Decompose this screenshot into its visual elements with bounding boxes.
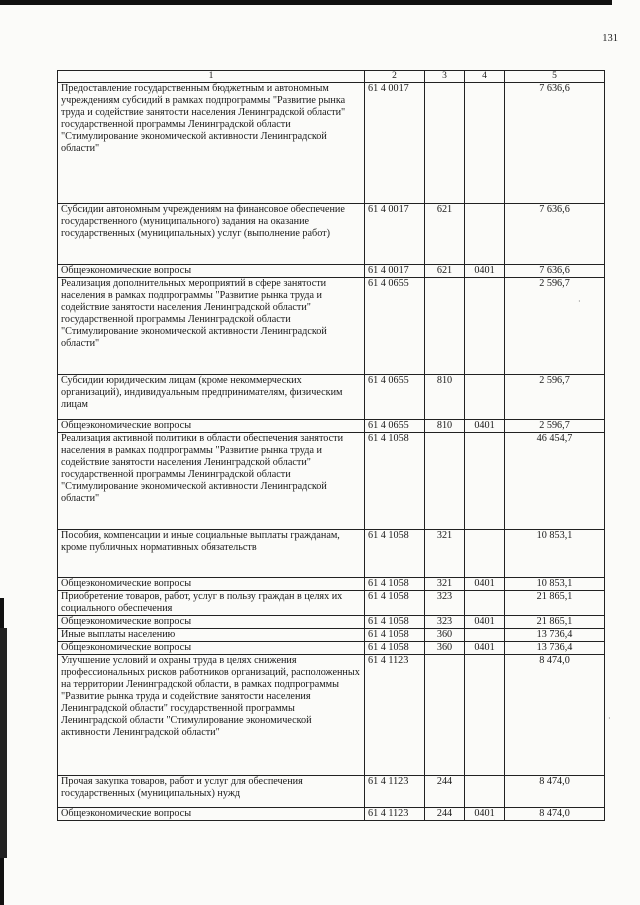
row-vr: 621	[425, 265, 465, 278]
row-rz	[465, 591, 505, 616]
row-csr: 61 4 1058	[365, 616, 425, 629]
row-name: Общеэкономические вопросы	[58, 642, 365, 655]
table-row	[58, 655, 605, 776]
scan-edge-top	[0, 0, 612, 5]
row-rz: 0401	[465, 265, 505, 278]
row-csr: 61 4 1123	[365, 808, 425, 821]
row-vr	[425, 433, 465, 530]
table-row	[58, 616, 605, 629]
table-row	[58, 278, 605, 375]
row-rz	[465, 629, 505, 642]
page-number: 131	[602, 33, 618, 44]
row-csr: 61 4 1058	[365, 629, 425, 642]
row-name: Реализация активной политики в области обеспечения занятости населения в рамках подпрограммы "Развитие рынка труда и содействие занятости населения Ленинградской области" государственной программы Ленинградской области "Стимулирование экономической активности Ленинградской области"	[58, 433, 365, 530]
row-rz	[465, 776, 505, 808]
row-csr: 61 4 0655	[365, 420, 425, 433]
row-sum: 8 474,0	[505, 776, 605, 808]
row-csr: 61 4 1123	[365, 776, 425, 808]
row-vr: 621	[425, 204, 465, 265]
row-name: Субсидии автономным учреждениям на финансовое обеспечение государственного (муниципального) задания на оказание государственных (муниципальных) услуг (выполнение работ)	[58, 204, 365, 265]
table-row	[58, 776, 605, 808]
table-row	[58, 629, 605, 642]
row-sum: 2 596,7	[505, 375, 605, 420]
row-rz: 0401	[465, 808, 505, 821]
row-csr: 61 4 1058	[365, 530, 425, 578]
header-cell-name: 1	[58, 71, 365, 83]
row-csr: 61 4 1058	[365, 433, 425, 530]
row-rz: 0401	[465, 578, 505, 591]
row-rz: 0401	[465, 642, 505, 655]
row-vr: 244	[425, 808, 465, 821]
row-rz	[465, 83, 505, 204]
row-csr: 61 4 0017	[365, 204, 425, 265]
table-row	[58, 433, 605, 530]
row-csr: 61 4 1058	[365, 578, 425, 591]
row-sum: 10 853,1	[505, 530, 605, 578]
table-row	[58, 578, 605, 591]
table-row	[58, 808, 605, 821]
table-row	[58, 375, 605, 420]
header-cell-csr: 2	[365, 71, 425, 83]
row-vr: 810	[425, 375, 465, 420]
row-sum: 2 596,7	[505, 420, 605, 433]
row-name: Субсидии юридическим лицам (кроме некоммерческих организаций), индивидуальным предпринимателям, физическим лицам	[58, 375, 365, 420]
row-name: Общеэкономические вопросы	[58, 808, 365, 821]
header-cell-rz: 4	[465, 71, 505, 83]
row-sum: 7 636,6	[505, 265, 605, 278]
table-row	[58, 83, 605, 204]
row-sum: 21 865,1	[505, 616, 605, 629]
row-name: Общеэкономические вопросы	[58, 420, 365, 433]
row-name: Пособия, компенсации и иные социальные выплаты гражданам, кроме публичных нормативных обязательств	[58, 530, 365, 578]
row-name: Общеэкономические вопросы	[58, 578, 365, 591]
row-sum: 10 853,1	[505, 578, 605, 591]
row-rz	[465, 433, 505, 530]
row-rz	[465, 204, 505, 265]
row-vr: 323	[425, 616, 465, 629]
row-name: Иные выплаты населению	[58, 629, 365, 642]
row-name: Прочая закупка товаров, работ и услуг для обеспечения государственных (муниципальных) нужд	[58, 776, 365, 808]
row-sum: 2 596,7	[505, 278, 605, 375]
row-csr: 61 4 1058	[365, 591, 425, 616]
row-csr: 61 4 0017	[365, 265, 425, 278]
row-sum: 8 474,0	[505, 808, 605, 821]
row-name: Улучшение условий и охраны труда в целях снижения профессиональных рисков работников организаций, расположенных на территории Ленинградской области, в рамках подпрограммы "Развитие рынка труда и содействие занятости населения Ленинградской области" государственной программы Ленинградской области "Стимулирование экономической активности Ленинградской области"	[58, 655, 365, 776]
table-row	[58, 420, 605, 433]
scan-speck: ·	[578, 297, 581, 306]
row-vr: 321	[425, 578, 465, 591]
row-vr: 244	[425, 776, 465, 808]
row-sum: 13 736,4	[505, 642, 605, 655]
row-vr: 323	[425, 591, 465, 616]
row-vr: 810	[425, 420, 465, 433]
header-cell-vr: 3	[425, 71, 465, 83]
row-rz	[465, 530, 505, 578]
scan-speck: ·	[608, 714, 611, 723]
budget-table	[57, 70, 605, 821]
row-csr: 61 4 0017	[365, 83, 425, 204]
row-rz	[465, 278, 505, 375]
row-csr: 61 4 1058	[365, 642, 425, 655]
row-rz	[465, 375, 505, 420]
row-name: Общеэкономические вопросы	[58, 265, 365, 278]
table-header-row	[58, 71, 605, 83]
row-vr: 360	[425, 642, 465, 655]
row-csr: 61 4 1123	[365, 655, 425, 776]
row-sum: 13 736,4	[505, 629, 605, 642]
row-name: Приобретение товаров, работ, услуг в пользу граждан в целях их социального обеспечения	[58, 591, 365, 616]
row-rz: 0401	[465, 616, 505, 629]
row-rz: 0401	[465, 420, 505, 433]
row-csr: 61 4 0655	[365, 278, 425, 375]
scan-edge-left-inner	[0, 628, 7, 858]
row-sum: 7 636,6	[505, 83, 605, 204]
row-vr: 360	[425, 629, 465, 642]
row-name: Предоставление государственным бюджетным и автономным учреждениям субсидий в рамках подпрограммы "Развитие рынка труда и содействие занятости населения Ленинградской области" государственной программы Ленинградской области "Стимулирование экономической активности Ленинградской области"	[58, 83, 365, 204]
row-name: Реализация дополнительных мероприятий в сфере занятости населения в рамках подпрограммы "Развитие рынка труда и содействие занятости населения Ленинградской области" государственной программы Ленинградской области "Стимулирование экономической активности Ленинградской области"	[58, 278, 365, 375]
row-csr: 61 4 0655	[365, 375, 425, 420]
row-rz	[465, 655, 505, 776]
row-vr	[425, 278, 465, 375]
row-sum: 7 636,6	[505, 204, 605, 265]
table-row	[58, 530, 605, 578]
table-row	[58, 204, 605, 265]
row-sum: 46 454,7	[505, 433, 605, 530]
row-vr	[425, 83, 465, 204]
row-sum: 8 474,0	[505, 655, 605, 776]
row-name: Общеэкономические вопросы	[58, 616, 365, 629]
header-cell-sum: 5	[505, 71, 605, 83]
table-row	[58, 642, 605, 655]
row-vr	[425, 655, 465, 776]
row-vr: 321	[425, 530, 465, 578]
table-row	[58, 265, 605, 278]
table-row	[58, 591, 605, 616]
row-sum: 21 865,1	[505, 591, 605, 616]
